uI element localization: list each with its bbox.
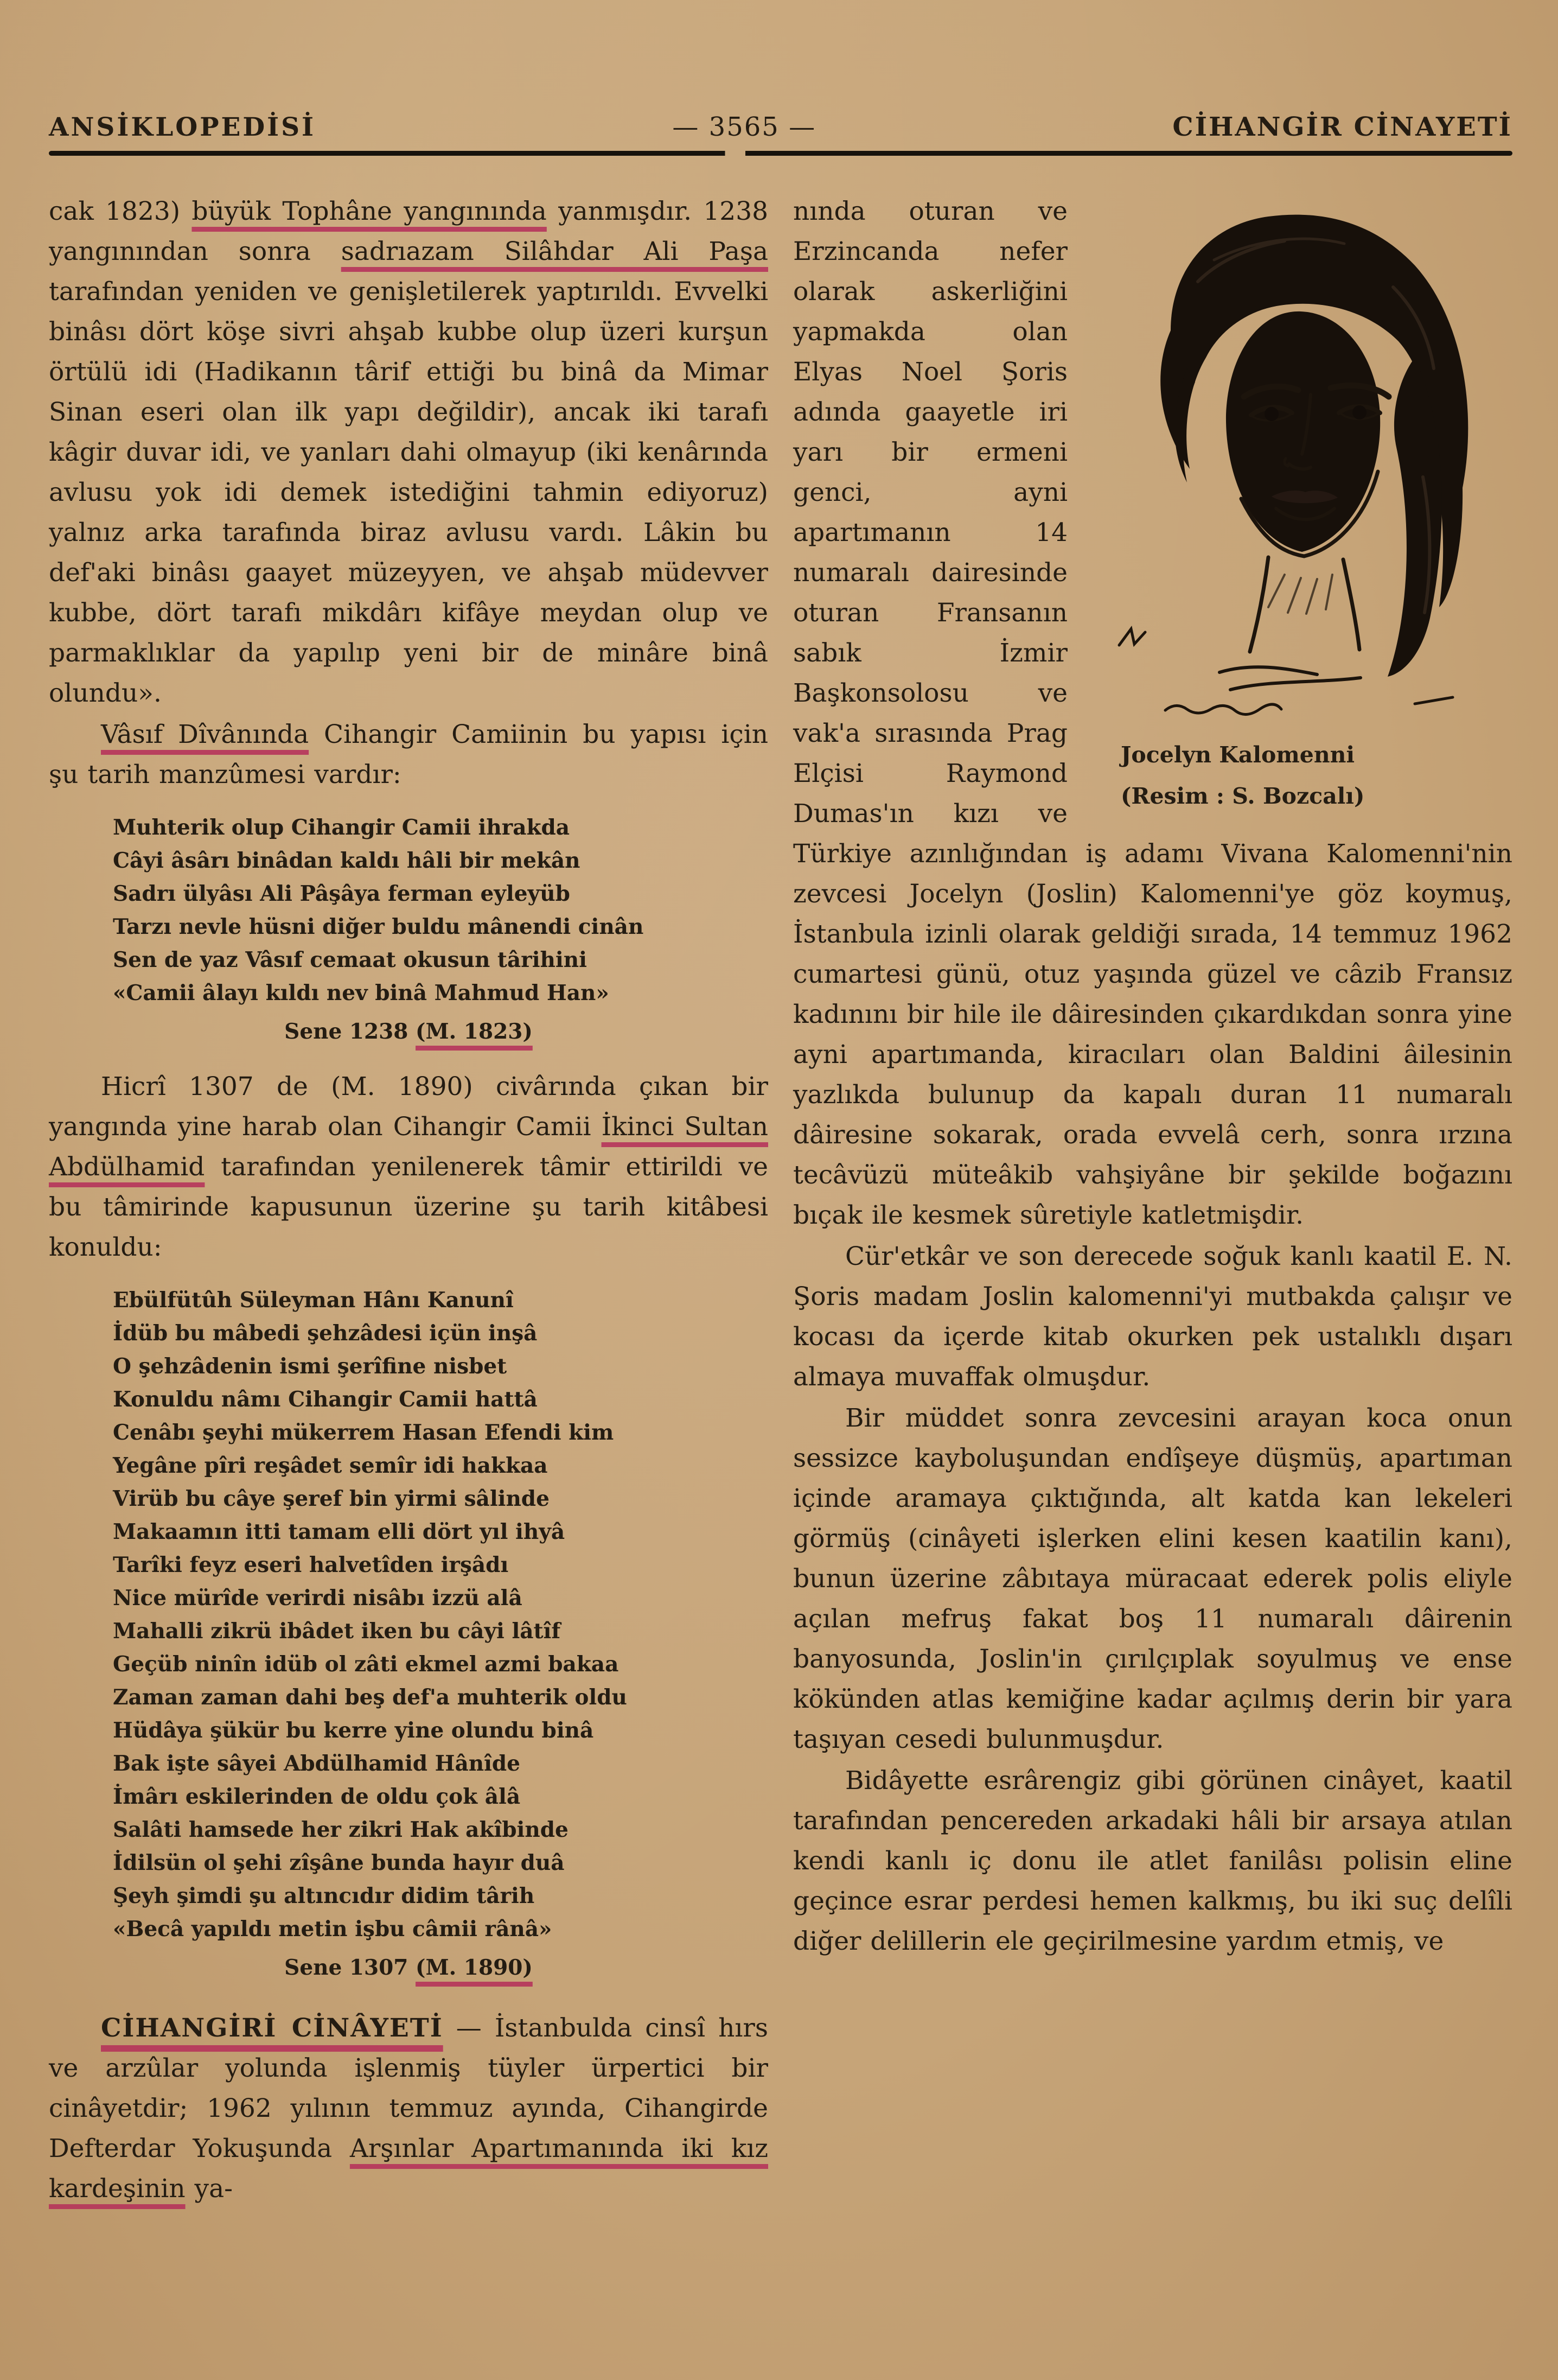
- poem-line: Sen de yaz Vâsıf cemaat okusun târihini: [113, 947, 587, 972]
- poem-line: Geçüb ninîn idüb ol zâti ekmel azmi bakaa: [113, 1652, 619, 1677]
- poem-line: Zaman zaman dahi beş def'a muhterik oldu: [113, 1685, 627, 1710]
- left-column: [49, 192, 768, 2209]
- poem-line: Şeyh şimdi şu altıncıdır didim târih: [113, 1883, 535, 1908]
- poem-line: Hüdâya şükür bu kerre yine olundu binâ: [113, 1718, 594, 1743]
- poem-line: Câyi âsârı binâdan kaldı hâli bir mekân: [113, 848, 580, 873]
- portrait-sketch-jocelyn-kalomenni: [1089, 195, 1512, 727]
- poem-line: Salâti hamsede her zikri Hak akîbinde: [113, 1817, 569, 1842]
- paragraph-hicri-1307: Hicrî 1307 de (M. 1890) civârında çıkan bir yangında yine harab olan Cihangir Camii İkinci Sultan Abdülhamid tarafından yenilenerek tâmir ettirildi ve bu tâmirinde kapusunun üzerine şu tarih kitâbesi konuldu:: [49, 1072, 768, 1262]
- poem-line: Konuldu nâmı Cihangir Camii hattâ: [113, 1387, 538, 1412]
- right-column: [793, 192, 1512, 2209]
- poem-line: Cenâbı şeyhi mükerrem Hasan Efendi kim: [113, 1420, 614, 1445]
- poem-line: Sadrı ülyâsı Ali Pâşâya ferman eyleyüb: [113, 881, 570, 906]
- poem-line: İdüb bu mâbedi şehzâdesi içün inşâ: [113, 1321, 538, 1346]
- paragraph-husband-search: Bir müddet sonra zevcesini arayan koca onun sessizce kayboluşundan endîşeye düşmüş, apartıman içinde aramaya çıktığında, alt katda kan lekeleri görmüş (cinâyeti işlerken elini kesen kaatilin kanı), bunun üzerine zâbıtaya müracaat ederek polis eliyle açılan mefruş fakat boş 11 numaralı dâirenin banyosunda, Joslin'in çırılçıplak soyulmuş ve ense kökünden atlas kemiğine kadar açılmış derin bir yara taşıyan cesedi bulunmuşdur.: [793, 1403, 1512, 1754]
- poem-line: «Camii âlayı kıldı nev binâ Mahmud Han»: [113, 981, 609, 1006]
- poem-chronogram-1238: [49, 811, 768, 1048]
- poem-line: Sene 1238 (M. 1823): [284, 1019, 533, 1044]
- portrait-caption-credit: (Resim : S. Bozcalı): [1121, 783, 1365, 809]
- poem-line: Sene 1307 (M. 1890): [284, 1955, 533, 1980]
- portrait-caption: [1089, 734, 1512, 817]
- two-column-layout: [49, 192, 1512, 2209]
- header-rule: [49, 151, 1512, 156]
- poem-chronogram-1307: [49, 1284, 768, 1984]
- poem-line: Yegâne pîri reşâdet semîr idi hakkaa: [113, 1453, 548, 1478]
- portrait-caption-name: Jocelyn Kalomenni: [1121, 742, 1355, 768]
- header-publication-title: ANSİKLOPEDİSİ: [49, 112, 316, 142]
- poem-line: Mahalli zikrü ibâdet iken bu câyi lâtîf: [113, 1619, 561, 1644]
- poem-line: Tarîki feyz eseri halvetîden irşâdı: [113, 1552, 509, 1577]
- poem-line: İmârı eskilerinden de oldu çok âlâ: [113, 1784, 521, 1809]
- poem-line: Bak işte sâyei Abdülhamid Hânîde: [113, 1751, 520, 1776]
- article-cihangir-cinayeti-start: CİHANGİRİ CİNÂYETİ — İstanbulda cinsî hırs ve arzûlar yolunda işlenmiş tüyler ürpertici bir cinâyetdir; 1962 yılının temmuz ayında, Cihangirde Defterdar Yokuşunda Arşınlar Apartımanında iki kız kardeşinin ya-: [49, 2013, 768, 2204]
- header-running-title: CİHANGİR CİNAYETİ: [1172, 112, 1512, 142]
- poem-line: Tarzı nevle hüsni diğer buldu mânendi cinân: [113, 914, 644, 939]
- portrait-figure: [1089, 195, 1512, 817]
- paragraph-evidence: Bidâyette esrârengiz gibi görünen cinâyet, kaatil tarafından pencereden arkadaki hâli bir arsaya atılan kendi kanlı iç donu ile atlet fanilâsı polisin eline geçince esrar perdesi hemen kalkmış, bu iki suç delîli diğer delillerin ele geçirilmesine yardım etmiş, ve: [793, 1766, 1512, 1956]
- page-header: [49, 112, 1512, 142]
- paragraph-cold-blooded: Cür'etkâr ve son derecede soğuk kanlı kaatil E. N. Şoris madam Joslin kalomenni'yi mutbakda çalışır ve kocası da içerde kitab okurken pek ustalıklı dışarı almaya muvaffak olmuşdur.: [793, 1242, 1512, 1392]
- poem-line: İdilsün ol şehi zîşâne bunda hayır duâ: [113, 1850, 565, 1875]
- poem-line: «Becâ yapıldı metin işbu câmii rânâ»: [113, 1917, 552, 1942]
- paragraph-vasif-divani: Vâsıf Dîvânında Cihangir Camiinin bu yapısı için şu tarih manzûmesi vardır:: [49, 720, 768, 790]
- poem-line: O şehzâdenin ismi şerîfine nisbet: [113, 1354, 507, 1379]
- poem-line: Virüb bu câye şeref bin yirmi sâlinde: [113, 1486, 550, 1511]
- poem-line: Makaamın itti tamam elli dört yıl ihyâ: [113, 1519, 565, 1544]
- paragraph-soris-murder: nında oturan ve Erzincanda nefer olarak askerliğini yapmakda olan Elyas Noel Şoris adında gaayetle iri yarı bir ermeni genci, ayni apartımanın 14 numaralı dairesinde oturan Fransanın sabık İzmir Başkonsolosu ve vak'a sırasında Prag Elçisi Raymond Dumas'ın kızı ve Türkiye azınlığından iş adamı Vivana Kalomenni'nin zevcesi Jocelyn (Joslin) Kalomenni'ye göz koymuş, İstanbula izinli olarak geldiği sırada, 14 temmuz 1962 cumartesi günü, otuz yaşında güzel ve câzib Fransız kadınını bir hile ile dâiresinden çıkardıkdan sonra yine ayni apartımanda, kiracıları olan Baldini âilesinin yazlıkda bulunup da kapalı duran 11 numaralı dâiresine sokarak, orada evvelâ cerh, sonra ırzına tecâvüzü müteâkib vahşiyâne bir şekilde boğazını bıçak ile kesmek sûretiyle katletmişdir.: [793, 196, 1512, 1230]
- poem-line: Nice mürîde verirdi nisâbı izzü alâ: [113, 1586, 522, 1611]
- header-page-number: — 3565 —: [672, 112, 816, 142]
- paragraph-cihangir-camii-1823: cak 1823) büyük Tophâne yangınında yanmışdır. 1238 yangınından sonra sadrıazam Silâhdar Ali Paşa tarafından yeniden ve genişletilerek yaptırıldı. Evvelki binâsı dört köşe sivri ahşab kubbe olup üzeri kurşun örtülü idi (Hadikanın târif ettiği bu binâ da Mimar Sinan eseri olan ilk yapı değildir), ancak iki tarafı kâgir duvar idi, ve yanları dahi olmayup (iki kenârında avlusu yok idi demek istediğini tahmin ediyoruz) yalnız arka tarafında biraz avlusu vardı. Lâkin bu def'aki binâsı gaayet müzeyyen, ve ahşab müdevver kubbe, dört tarafı mikdârı kifâye meydan olup ve parmaklıklar da yapılıp yeni bir de minâre binâ olundu».: [49, 196, 769, 708]
- poem-line: Muhterik olup Cihangir Camii ihrakda: [113, 815, 570, 840]
- poem-line: Ebülfütûh Süleyman Hânı Kanunî: [113, 1288, 514, 1313]
